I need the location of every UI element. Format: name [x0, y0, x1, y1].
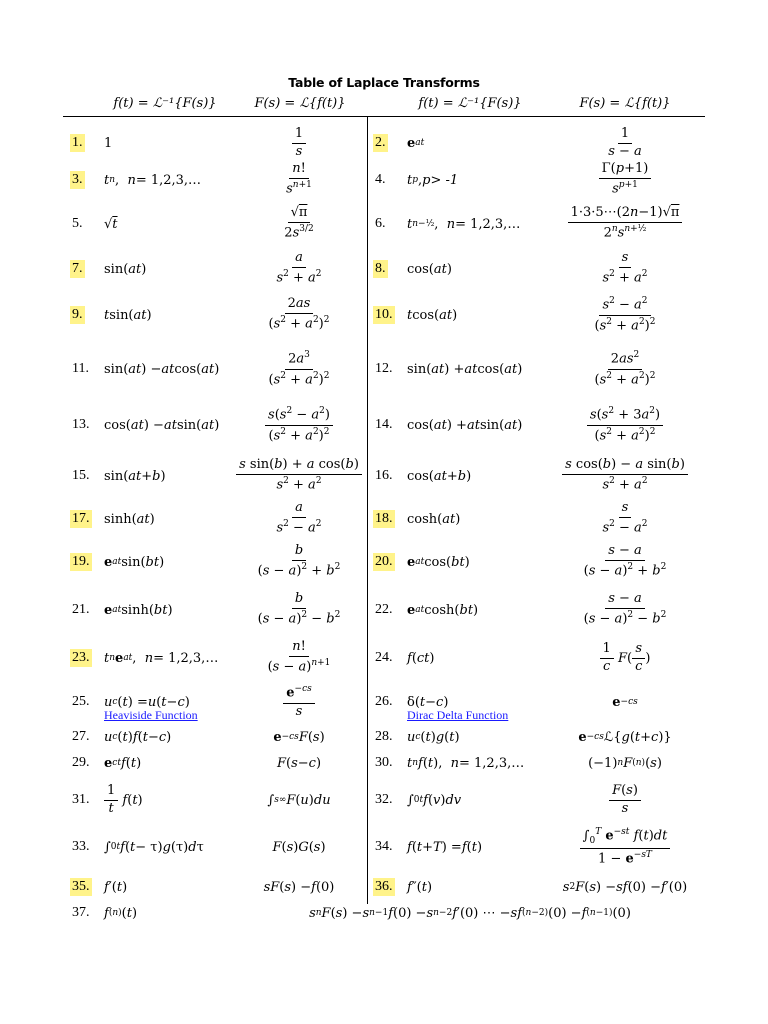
entry-number: 4. — [375, 172, 386, 187]
laplace-transform: $\frac{2a^3}{(s^2 + a^2)^2}$ — [268, 350, 330, 387]
time-function: sin( at ) — [104, 261, 147, 277]
laplace-transform: $\frac{s - a}{(s - a)^2 - b^2}$ — [583, 591, 667, 627]
header-ft-right: f(t) = ℒ⁻¹{F(s)} — [418, 96, 522, 111]
header-ft-left: f(t) = ℒ⁻¹{F(s)} — [113, 96, 217, 111]
time-function: cosh( at ) — [407, 511, 461, 527]
time-function: f ′( t ) — [104, 879, 128, 895]
time-function: sinh( at ) — [104, 511, 155, 527]
entry-number: 28. — [375, 729, 393, 744]
entry-number: 6. — [375, 216, 386, 231]
entry-number: 11. — [72, 361, 89, 376]
header-divider — [63, 116, 705, 117]
laplace-transform: $\frac{2as}{(s^2 + a^2)^2}$ — [268, 296, 330, 332]
entry-number: 23. — [72, 650, 90, 665]
laplace-transform: F ( s ) G ( s ) — [272, 839, 326, 855]
header-Fs-right: F(s) = ℒ{f(t)} — [579, 96, 671, 111]
time-function: ∫ 0 t f ( t − τ) g (τ) d τ — [104, 839, 204, 855]
time-function: t p , p > - 1 — [407, 172, 459, 188]
time-function: e at sin( bt ) — [104, 554, 165, 570]
time-function: sin( at + b ) — [104, 468, 166, 484]
time-function: sin( at ) + at cos( at ) — [407, 361, 523, 377]
time-function: f ( t + T ) = f ( t ) — [407, 839, 483, 855]
entry-number: 30. — [375, 755, 393, 770]
laplace-transform: $\frac{\text{s cos(b) − a sin(b)}}{s^2 + a^2}$ — [565, 456, 685, 496]
entry-number: 27. — [72, 729, 90, 744]
time-function: 1 — [104, 135, 113, 151]
laplace-transform: $\frac{s(s^2 + 3a^2)}{(s^2 + a^2)^2}$ — [565, 400, 685, 450]
heaviside-function-link[interactable]: Heaviside Function — [104, 708, 198, 722]
entry-number: 29. — [72, 755, 90, 770]
page-title: Table of Laplace Transforms — [288, 75, 480, 90]
laplace-transform: $\frac{a}{s^2 - a^2}$ — [276, 500, 322, 536]
time-function: e at cos( bt ) — [407, 554, 470, 570]
entry-number: 14. — [375, 417, 393, 432]
entry-number: 36. — [375, 879, 393, 894]
laplace-transform: $\frac{2as^2}{(s^2 + a^2)^2}$ — [594, 350, 656, 387]
laplace-transform: $\frac{n!}{s^{n+1}}$ — [286, 161, 312, 197]
entry-number: 35. — [72, 879, 90, 894]
entry-number: 24. — [375, 650, 393, 665]
laplace-transform: $\frac{b}{(s - a)^2 - b^2}$ — [257, 591, 341, 627]
laplace-transform: $\frac{s^2 - a^2}{(s^2 + a^2)^2}$ — [594, 296, 656, 333]
laplace-transform: $\frac{\Gamma(p+1)}{s^{p+1}}$ — [565, 162, 685, 198]
entry-number: 1. — [72, 135, 83, 150]
entry-number: 34. — [375, 839, 393, 854]
laplace-transform: $\frac{F(s)}{s}$ — [565, 778, 685, 822]
time-function: u c ( t ) g ( t ) — [407, 729, 460, 745]
time-function: √ t — [104, 216, 118, 232]
entry-number: 7. — [72, 261, 83, 276]
laplace-transform: e −cs — [612, 694, 638, 710]
time-function: t n−½ , n = 1,2,3,… — [407, 216, 521, 232]
entry-number: 9. — [72, 307, 83, 322]
entry-number: 25. — [72, 694, 90, 709]
time-function: t n e at , n = 1,2,3,… — [104, 650, 219, 666]
time-function: t n , n = 1,2,3,… — [104, 172, 202, 188]
entry-number: 26. — [375, 694, 393, 709]
entry-number: 2. — [375, 135, 386, 150]
time-function: e at cosh( bt ) — [407, 602, 479, 618]
laplace-transform: $\frac{e^{-cs}}{s}$ — [240, 684, 358, 720]
laplace-transform: $\frac{s}{s^2 - a^2}$ — [602, 500, 648, 536]
time-function: f ″( t ) — [407, 879, 433, 895]
time-function: cos( at ) + at sin( at ) — [407, 417, 523, 433]
time-function: u c ( t ) = u ( t − c ) — [104, 694, 190, 710]
laplace-transform: $\frac{1}{s - a}$ — [608, 125, 642, 159]
entry-number: 16. — [375, 468, 393, 483]
time-function: t n f ( t ), n = 1,2,3,… — [407, 755, 525, 771]
laplace-transform: $\frac{s}{s^2 + a^2}$ — [602, 250, 648, 286]
column-divider — [367, 116, 368, 904]
time-function: cos( at ) — [407, 261, 452, 277]
laplace-transform: e −cs F ( s ) — [273, 729, 325, 745]
entry-number: 31. — [72, 792, 90, 807]
time-function: t sin( at ) — [104, 307, 152, 323]
time-function: e at — [407, 135, 425, 151]
time-function: e ct f ( t ) — [104, 755, 142, 771]
laplace-transform: F ( s − c ) — [276, 755, 322, 771]
entry-number: 21. — [72, 602, 90, 617]
time-function: f ( ct ) — [407, 650, 435, 666]
entry-number: 17. — [72, 511, 90, 526]
laplace-transform: e −cs ℒ{ g ( t + c )} — [578, 729, 672, 745]
laplace-transform: $\frac{1\cdot 3\cdot 5\cdots(2n-1)√\pi}{2^ns^{n+\frac{1}{2}}}$ — [565, 202, 685, 246]
entry-number: 15. — [72, 468, 90, 483]
entry-number: 18. — [375, 511, 393, 526]
laplace-transform: $\frac{b}{(s - a)^2 + b^2}$ — [257, 543, 341, 579]
entry-number: 5. — [72, 216, 83, 231]
time-function: e at sinh( bt ) — [104, 602, 173, 618]
laplace-transform: $\frac{\int_0^T e^{-st} f(t)dt}{1 - e^{-sT}}$ — [565, 824, 685, 870]
laplace-transform: $\frac{√\pi}{2s^{3/2}}$ — [284, 205, 314, 241]
time-function: ∫ 0 t f ( v ) dv — [407, 792, 462, 808]
laplace-transform: sF ( s ) − f (0) — [263, 879, 335, 895]
time-function: sin( at ) − at cos( at ) — [104, 361, 220, 377]
entry-number: 33. — [72, 839, 90, 854]
time-function: u c ( t ) f ( t − c ) — [104, 729, 172, 745]
time-function: cos( at ) − at sin( at ) — [104, 417, 220, 433]
laplace-transform: $\frac{n!}{(s - a)^{n+1}}$ — [267, 639, 331, 675]
time-function: t cos( at ) — [407, 307, 458, 323]
laplace-transform: ∫ s ∞ F ( u ) du — [267, 792, 331, 808]
entry-number: 10. — [375, 307, 393, 322]
laplace-transform: (−1) n F (n) ( s ) — [588, 755, 662, 771]
entry-number: 37. — [72, 905, 90, 920]
entry-number: 13. — [72, 417, 90, 432]
laplace-transform: $\frac{1}{c}$ F ( $\frac{s}{c}$ ) — [565, 636, 685, 680]
laplace-transform: $\frac{s - a}{(s - a)^2 + b^2}$ — [583, 543, 667, 579]
entry-number: 19. — [72, 554, 90, 569]
header-Fs-left: F(s) = ℒ{f(t)} — [254, 96, 346, 111]
entry-number: 22. — [375, 602, 393, 617]
entry-number: 3. — [72, 172, 83, 187]
entry-number: 20. — [375, 554, 393, 569]
dirac-delta-function-link[interactable]: Dirac Delta Function — [407, 708, 509, 722]
laplace-transform: $\frac{1}{s}$ — [240, 126, 358, 160]
laplace-transform: s 2 F ( s ) − sf (0) − f ′(0) — [562, 879, 688, 895]
laplace-transform: $\frac{\text{s sin(b) + a cos(b)}}{s^2 + a^2}$ — [240, 456, 358, 496]
time-function: $\frac{1}{t}$ f ( t ) — [104, 778, 264, 822]
laplace-transform: s n F ( s ) − s n−1 f (0) − s n−2 f ′(0) ⋯ − sf (n−2) (0) − f (n−1) (0) — [309, 905, 631, 921]
time-function: δ( t − c ) — [407, 694, 449, 710]
time-function: cos( at + b ) — [407, 468, 472, 484]
entry-number: 12. — [375, 361, 393, 376]
laplace-transform: $\frac{a}{s^2 + a^2}$ — [276, 250, 322, 286]
entry-number: 32. — [375, 792, 393, 807]
time-function: f (n) ( t ) — [104, 905, 138, 921]
laplace-transform: $\frac{s(s^2 - a^2)}{(s^2 + a^2)^2}$ — [240, 400, 358, 450]
entry-number: 8. — [375, 261, 386, 276]
